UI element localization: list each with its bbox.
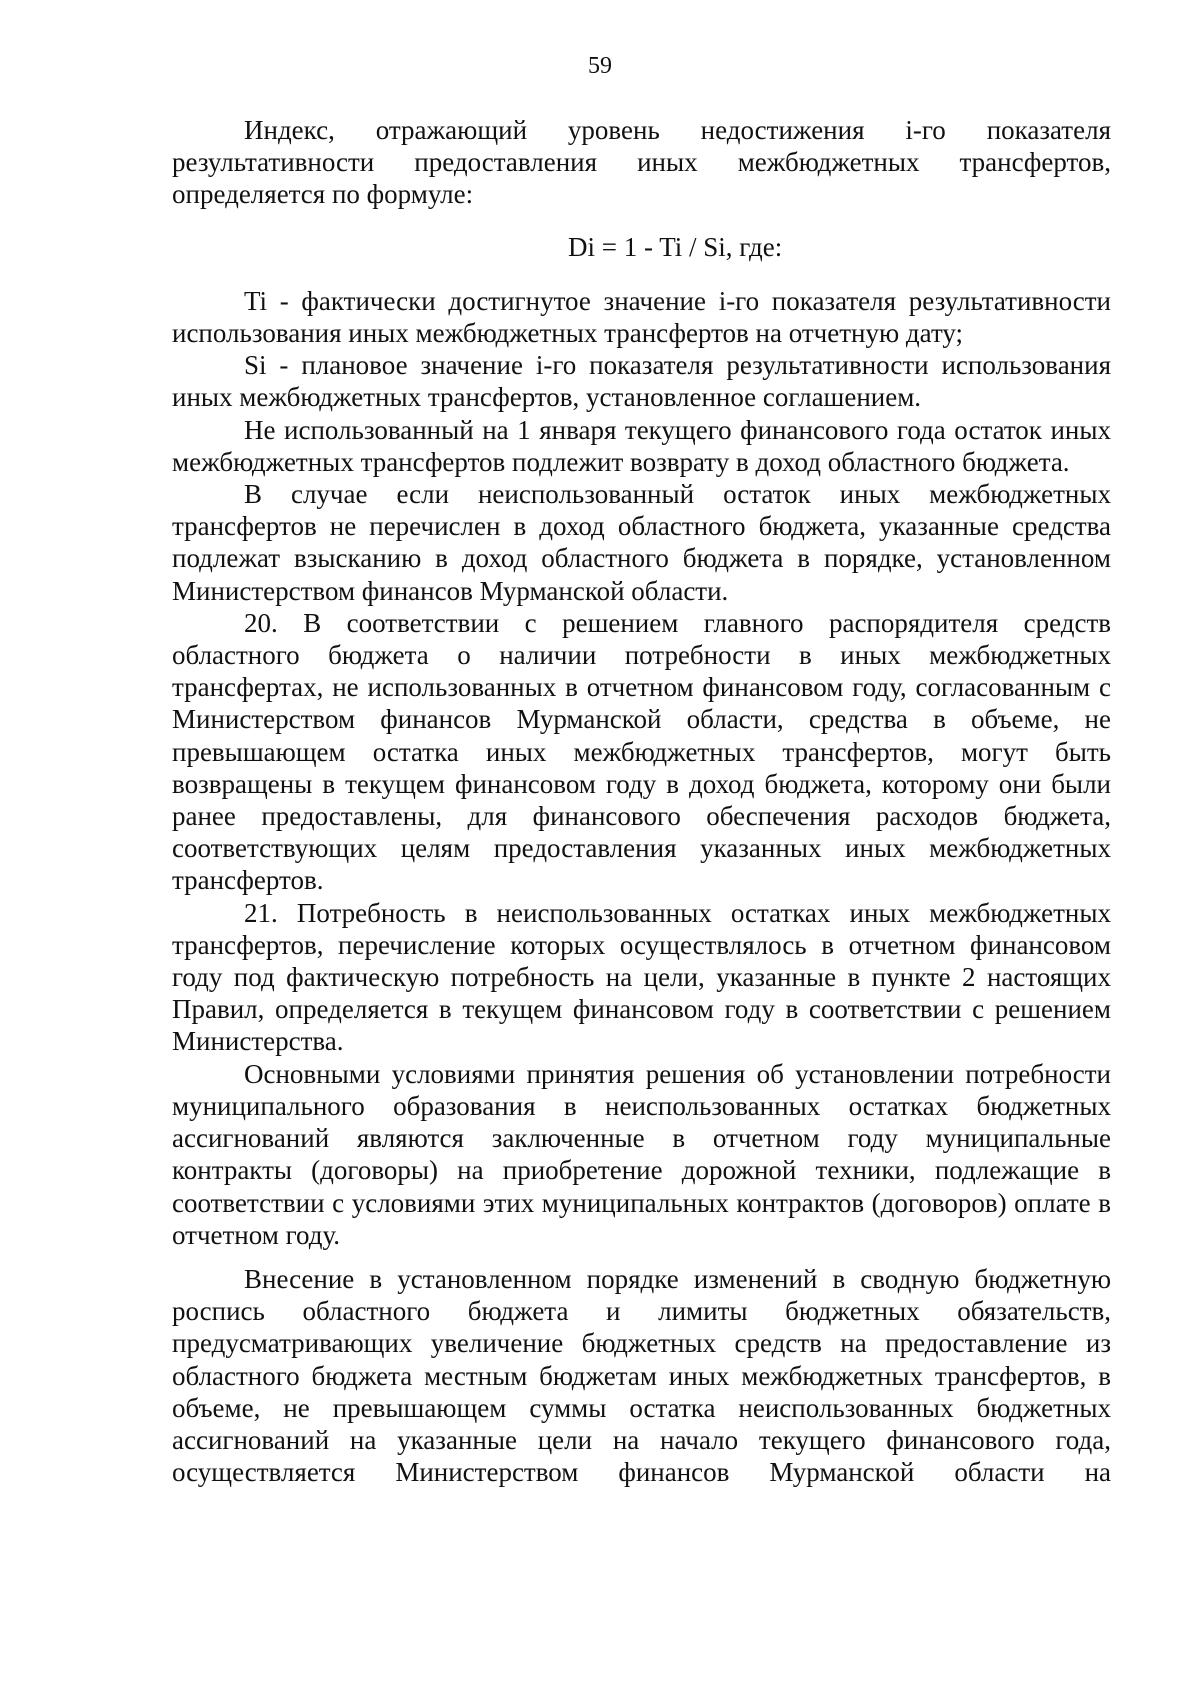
document-body xyxy=(172,114,1111,1488)
paragraph-main-conditions: Основными условиями принятия решения об установлении потребности муниципального образования в неиспользованных остатках бюджетных ассигнований являются заключенные в отчетном году муниципальные контракты (договоры) на приобретение дорожной техники, подлежащие в соответствии с условиями этих муниципальных контрактов (договоров) оплате в отчетном году. xyxy=(172,1058,1111,1250)
paragraph-item-20: 20. В соответствии с решением главного распорядителя средств областного бюджета о наличии потребности в иных межбюджетных трансфертах, не использованных в отчетном финансовом году, согласованным с Министерством финансов Мурманской области, средства в объеме, не превышающем остатка иных межбюджетных трансфертов, могут быть возвращены в текущем финансовом году в доход бюджета, которому они были ранее предоставлены, для финансового обеспечения расходов бюджета, соответствующих целям предоставления указанных иных межбюджетных трансфертов. xyxy=(172,607,1111,896)
paragraph-ti-definition: Ti - фактически достигнутое значение i-го показателя результативности использования иных межбюджетных трансфертов на отчетную дату; xyxy=(172,285,1111,349)
formula: Di = 1 - Ti / Si, где: xyxy=(568,231,783,262)
paragraph-si-definition: Si - плановое значение i-го показателя результативности использования иных межбюджетных трансфертов, установленное соглашением. xyxy=(172,350,1111,413)
paragraph-recovery: В случае если неиспользованный остаток иных межбюджетных трансфертов не перечислен в доход областного бюджета, указанные средства подлежат взысканию в доход областного бюджета в порядке, установленном Министерством финансов Мурманской области. xyxy=(172,479,1111,606)
paragraph-index-intro: Индекс, отражающий уровень недостижения i-го показателя результативности предоставления иных межбюджетных трансфертов, определяется по формуле: xyxy=(172,115,1111,210)
paragraph-unused-balance: Не использованный на 1 января текущего финансового года остаток иных межбюджетных трансфертов подлежит возврату в доход областного бюджета. xyxy=(172,414,1111,477)
paragraph-budget-changes: Внесение в установленном порядке изменений в сводную бюджетную роспись областного бюджета и лимиты бюджетных обязательств, предусматривающих увеличение бюджетных средств на предоставление из областного бюджета местным бюджетам иных межбюджетных трансфертов, в объеме, не превышающем суммы остатка неиспользованных бюджетных ассигнований на указанные цели на начало текущего финансового года, осуществляется Министерством финансов Мурманской области на xyxy=(172,1263,1111,1488)
paragraph-item-21: 21. Потребность в неиспользованных остатках иных межбюджетных трансфертов, перечисление которых осуществлялось в отчетном финансовом году под фактическую потребность на цели, указанные в пункте 2 настоящих Правил, определяется в текущем финансовом году в соответствии с решением Министерства. xyxy=(172,897,1111,1057)
page-number: 59 xyxy=(588,53,612,79)
paragraph-gap xyxy=(172,1251,1111,1263)
